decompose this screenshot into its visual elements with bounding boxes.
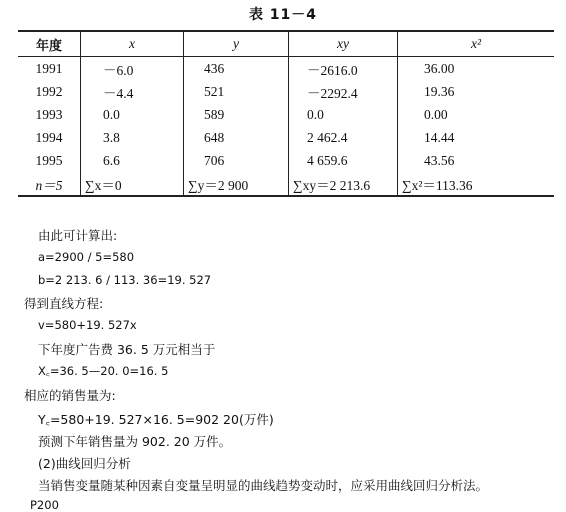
header-x: x (81, 31, 184, 57)
regression-table (18, 30, 554, 197)
cell-year: 1995 (35, 152, 63, 168)
text-line: 相应的销售量为: (24, 388, 116, 403)
cell-x2: 0.00 (398, 103, 555, 126)
cell-sum-xy: ∑xy＝2 213.6 (289, 172, 398, 196)
cell-year: 1993 (35, 106, 63, 122)
cell-x: －6.0 (81, 57, 184, 81)
cell-year: 1991 (35, 60, 63, 76)
header-x2: x² (398, 31, 555, 57)
text-line: 预测下年销售量为 902. 20 万件。 (38, 434, 232, 449)
cell-x: －4.4 (81, 80, 184, 103)
text-line: (2)曲线回归分析 (38, 456, 131, 471)
text-line: b=2 213. 6 / 113. 36=19. 527 (38, 273, 212, 287)
header-xy: xy (289, 31, 398, 57)
cell-x2: 43.56 (398, 149, 555, 172)
text-line: 当销售变量随某种因素自变量呈明显的曲线趋势变动时，应采用曲线回归分析法。 (38, 478, 489, 493)
cell-sum-x2: ∑x²＝113.36 (398, 172, 555, 196)
text-line: 下年度广告费 36. 5 万元相当于 (38, 342, 216, 357)
cell-x: 6.6 (81, 149, 184, 172)
table-row (18, 103, 554, 126)
header-year: 年度 (18, 31, 81, 57)
cell-y: 521 (184, 80, 289, 103)
text-line: 得到直线方程: (24, 296, 104, 311)
cell-xy: 2 462.4 (289, 126, 398, 149)
cell-sum-x: ∑x＝0 (81, 172, 184, 196)
cell-xy: 0.0 (289, 103, 398, 126)
table-row (18, 57, 554, 81)
cell-x2: 19.36 (398, 80, 555, 103)
table-header-row (18, 31, 554, 57)
cell-xy: －2292.4 (289, 80, 398, 103)
cell-y: 589 (184, 103, 289, 126)
table-row (18, 126, 554, 149)
text-line: a=2900 / 5=580 (38, 250, 135, 264)
header-y: y (184, 31, 289, 57)
cell-y: 648 (184, 126, 289, 149)
cell-x: 3.8 (81, 126, 184, 149)
cell-x: 0.0 (81, 103, 184, 126)
cell-y: 436 (184, 57, 289, 81)
text-line: X꜀=36. 5—20. 0=16. 5 (38, 364, 169, 378)
cell-year: 1994 (35, 129, 63, 145)
cell-sum-y: ∑y＝2 900 (184, 172, 289, 196)
cell-y: 706 (184, 149, 289, 172)
text-line: 由此可计算出: (38, 228, 118, 243)
table-sum-row (18, 172, 554, 196)
table-row (18, 80, 554, 103)
cell-year: 1992 (35, 83, 63, 99)
cell-xy: 4 659.6 (289, 149, 398, 172)
text-line: Y꜀=580+19. 527×16. 5=902 20(万件) (38, 412, 274, 427)
table-title: 表 11－4 (248, 7, 318, 23)
cell-xy: －2616.0 (289, 57, 398, 81)
table-row (18, 149, 554, 172)
cell-x2: 14.44 (398, 126, 555, 149)
text-line: P200 (30, 498, 59, 512)
text-line: v=580+19. 527x (38, 318, 137, 332)
cell-n: n＝5 (18, 172, 81, 196)
cell-x2: 36.00 (398, 57, 555, 81)
